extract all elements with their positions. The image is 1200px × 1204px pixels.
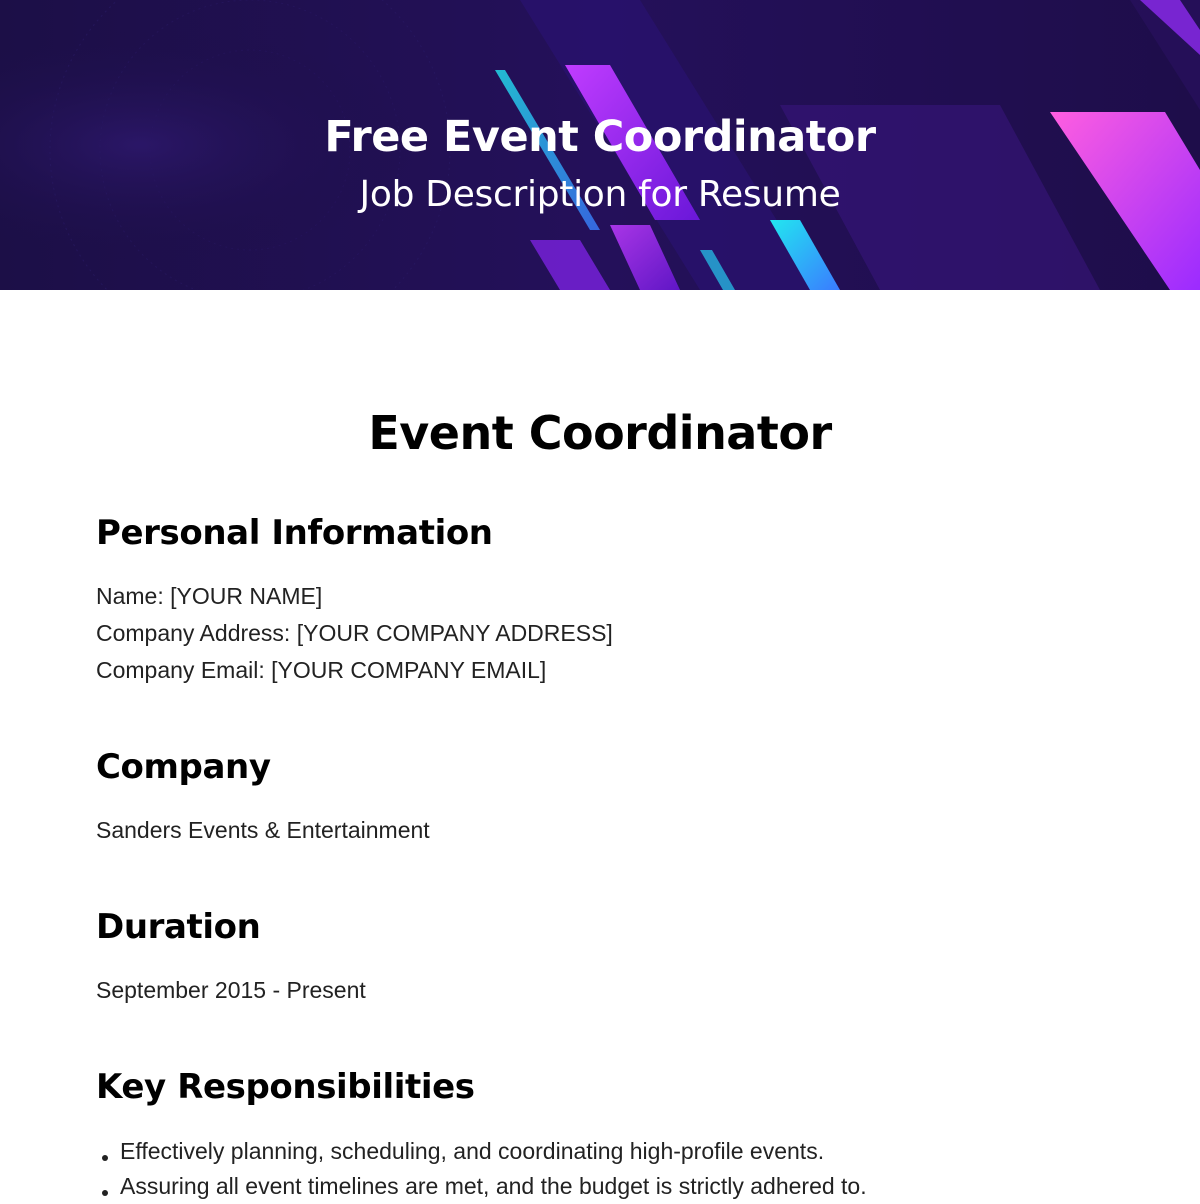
bullet-icon xyxy=(102,1190,108,1196)
key-responsibilities-heading: Key Responsibilities xyxy=(96,1067,475,1107)
company-email-line: Company Email: [YOUR COMPANY EMAIL] xyxy=(96,657,547,683)
company-address-line: Company Address: [YOUR COMPANY ADDRESS] xyxy=(96,620,613,646)
responsibility-text: Assuring all event timelines are met, and the budget is strictly adhered to. xyxy=(120,1173,867,1199)
banner-subtitle: Job Description for Resume xyxy=(359,174,841,215)
responsibilities-list xyxy=(96,1134,867,1204)
list-item xyxy=(96,1134,867,1169)
bullet-icon xyxy=(102,1155,108,1161)
company-heading: Company xyxy=(96,747,271,787)
personal-information-heading: Personal Information xyxy=(96,513,493,553)
duration-heading: Duration xyxy=(96,907,261,947)
duration-text: September 2015 - Present xyxy=(96,977,366,1003)
company-name: Sanders Events & Entertainment xyxy=(96,817,430,843)
responsibility-text: Effectively planning, scheduling, and coordinating high-profile events. xyxy=(120,1138,825,1164)
list-item xyxy=(96,1169,867,1204)
name-line: Name: [YOUR NAME] xyxy=(96,583,323,609)
banner-title: Free Event Coordinator xyxy=(324,112,876,162)
document-title: Event Coordinator xyxy=(368,406,832,460)
header-banner xyxy=(0,0,1200,290)
